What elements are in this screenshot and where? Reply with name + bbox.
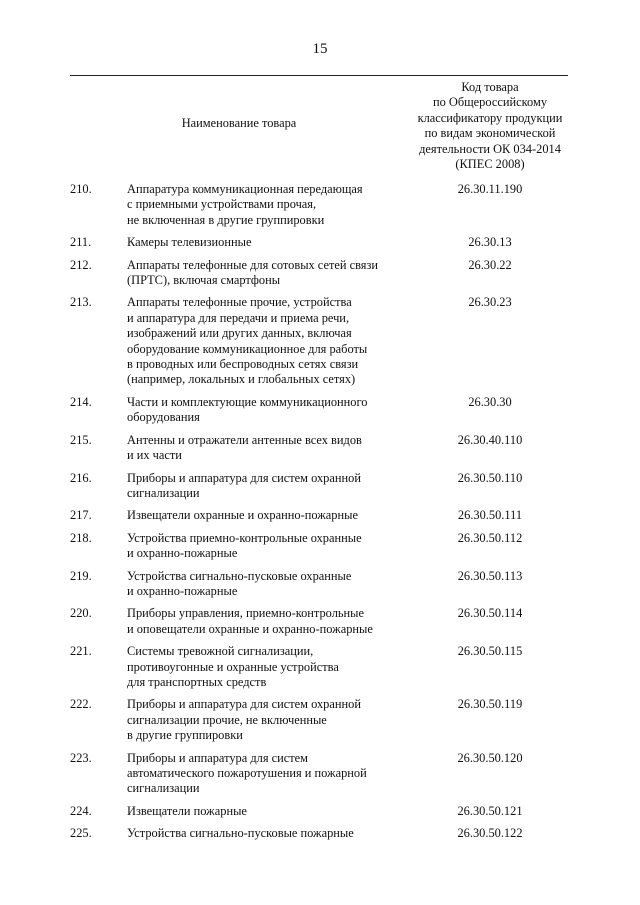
- table-row: [0, 182, 640, 228]
- column-header-name: Наименование товара: [181, 116, 297, 130]
- table-row: [0, 751, 640, 797]
- table-row: [0, 235, 640, 250]
- product-name: Камеры телевизионные: [127, 235, 252, 250]
- product-code: 26.30.50.110: [457, 470, 523, 485]
- product-name: Приборы и аппаратура для систем охранной сигнализации прочие, не включенные в другие группировки: [127, 697, 361, 743]
- product-table: [0, 182, 640, 849]
- product-code: 26.30.40.110: [457, 432, 523, 447]
- table-row: [0, 606, 640, 637]
- row-number: 212.: [70, 257, 92, 272]
- table-row: [0, 433, 640, 464]
- table-header: [70, 80, 568, 180]
- row-number: 211.: [70, 235, 92, 250]
- table-row: [0, 471, 640, 502]
- header-top-rule: [70, 75, 568, 76]
- table-row: [0, 644, 640, 690]
- product-name: Приборы и аппаратура для систем автоматического пожаротушения и пожарной сигнализации: [127, 750, 367, 796]
- table-row: [0, 295, 640, 387]
- product-name: Устройства сигнально-пусковые пожарные: [127, 826, 354, 841]
- product-name: Аппараты телефонные для сотовых сетей связи (ПРТС), включая смартфоны: [127, 257, 379, 288]
- row-number: 215.: [70, 432, 92, 447]
- product-name: Приборы управления, приемно-контрольные и оповещатели охранные и охранно-пожарные: [127, 606, 373, 636]
- row-number: 224.: [70, 803, 92, 818]
- product-name: Системы тревожной сигнализации, противоугонные и охранные устройства для транспортных средств: [127, 644, 339, 689]
- page-number: 15: [312, 41, 328, 57]
- product-name: Приборы и аппаратура для систем охранной сигнализации: [127, 470, 361, 500]
- row-number: 223.: [70, 750, 92, 765]
- product-code: 26.30.50.113: [457, 568, 523, 583]
- product-code: 26.30.13: [468, 235, 512, 250]
- table-row: [0, 804, 640, 819]
- product-code: 26.30.50.112: [457, 530, 523, 545]
- product-code: 26.30.50.114: [457, 606, 523, 621]
- product-name: Части и комплектующие коммуникационного оборудования: [127, 394, 368, 425]
- row-number: 225.: [70, 826, 92, 841]
- product-name: Извещатели пожарные: [127, 803, 247, 818]
- product-name: Устройства приемно-контрольные охранные и охранно-пожарные: [127, 530, 362, 561]
- product-name: Аппараты телефонные прочие, устройства и аппаратура для передачи и приема речи, изображений или других данных, включая оборудование коммуникационное для работы в проводных или беспроводных сетях связи (например, локальных и глобальных сетях): [127, 295, 368, 387]
- product-name: Аппаратура коммуникационная передающая с приемными устройствами прочая, не включенная в другие группировки: [127, 182, 363, 227]
- product-name: Устройства сигнально-пусковые охранные и охранно-пожарные: [127, 568, 352, 598]
- product-code: 26.30.50.120: [457, 750, 523, 765]
- product-code: 26.30.50.115: [457, 644, 523, 659]
- product-code: 26.30.30: [468, 394, 512, 409]
- product-code: 26.30.50.119: [457, 697, 523, 712]
- table-row: [0, 395, 640, 426]
- product-code: 26.30.22: [468, 257, 512, 272]
- row-number: 221.: [70, 644, 92, 659]
- row-number: 217.: [70, 508, 92, 523]
- row-number: 213.: [70, 295, 92, 310]
- table-row: [0, 531, 640, 562]
- product-code: 26.30.50.111: [457, 508, 523, 523]
- table-row: [0, 508, 640, 523]
- row-number: 219.: [70, 568, 92, 583]
- row-number: 214.: [70, 394, 92, 409]
- product-name: Антенны и отражатели антенные всех видов и их части: [127, 432, 362, 463]
- product-code: 26.30.23: [468, 295, 512, 310]
- row-number: 218.: [70, 530, 92, 545]
- column-header-code: Код товара по Общероссийскому классификатору продукции по видам экономической деятельности ОК 034-2014 (КПЕС 2008): [417, 80, 563, 172]
- table-row: [0, 697, 640, 743]
- product-code: 26.30.11.190: [457, 182, 523, 196]
- row-number: 216.: [70, 470, 92, 485]
- table-row: [0, 258, 640, 289]
- product-name: Извещатели охранные и охранно-пожарные: [127, 508, 358, 523]
- row-number: 222.: [70, 697, 92, 712]
- product-code: 26.30.50.122: [457, 826, 523, 841]
- row-number: 210.: [70, 182, 92, 196]
- row-number: 220.: [70, 606, 92, 621]
- table-row: [0, 826, 640, 841]
- table-row: [0, 569, 640, 600]
- product-code: 26.30.50.121: [457, 803, 523, 818]
